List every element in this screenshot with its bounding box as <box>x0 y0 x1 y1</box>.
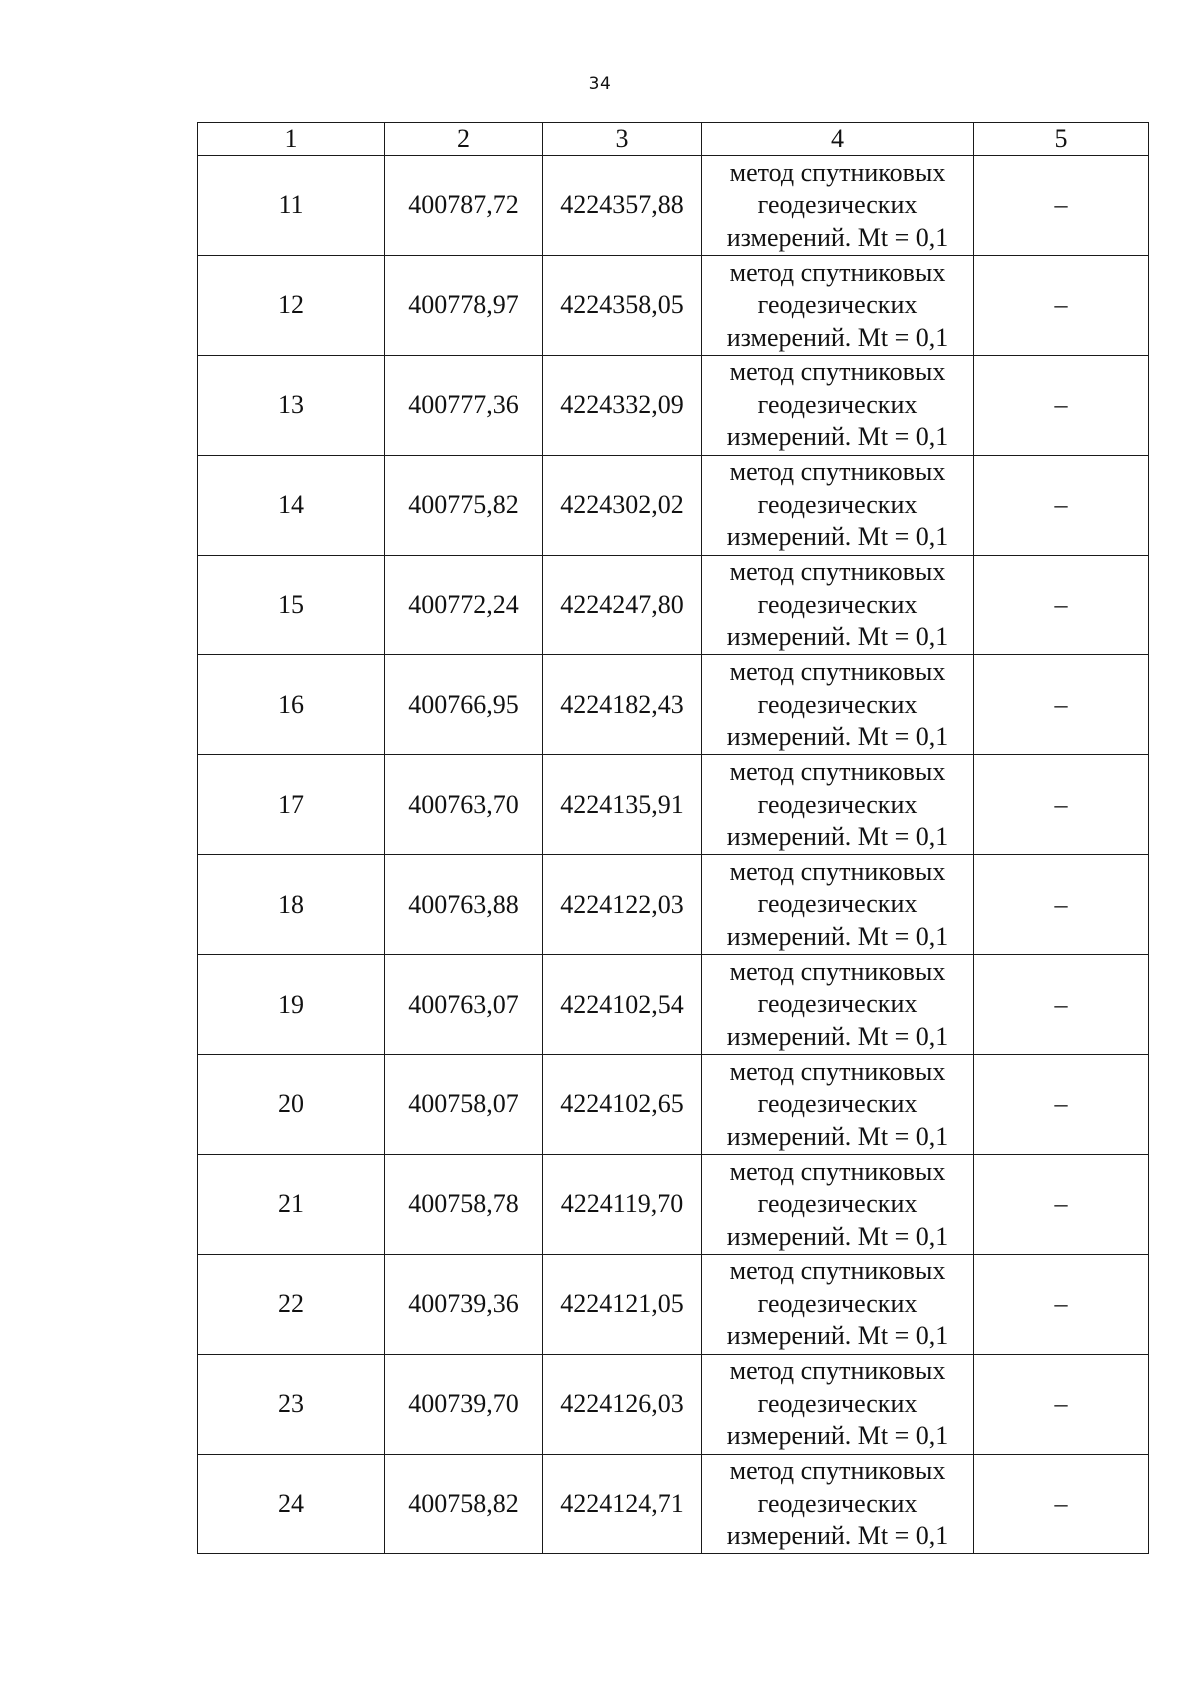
method-cell <box>702 355 974 455</box>
y-coordinate-cell: 4224122,03 <box>543 855 702 955</box>
note-cell: – <box>974 156 1149 256</box>
table-row <box>198 1454 1149 1554</box>
method-line: геодезических <box>757 789 918 819</box>
point-number-cell: 15 <box>198 555 385 655</box>
x-coordinate-cell: 400763,70 <box>385 755 543 855</box>
column-header-5: 5 <box>974 123 1149 156</box>
table-row <box>198 955 1149 1055</box>
method-cell <box>702 156 974 256</box>
method-cell <box>702 455 974 555</box>
method-cell <box>702 1154 974 1254</box>
x-coordinate-cell: 400787,72 <box>385 156 543 256</box>
note-cell: – <box>974 1055 1149 1155</box>
method-line: метод спутниковых <box>729 157 946 187</box>
method-line: метод спутниковых <box>729 357 946 387</box>
y-coordinate-cell: 4224124,71 <box>543 1454 702 1554</box>
x-coordinate-cell: 400775,82 <box>385 455 543 555</box>
x-coordinate-cell: 400777,36 <box>385 355 543 455</box>
note-cell: – <box>974 1254 1149 1354</box>
note-cell: – <box>974 1354 1149 1454</box>
method-line: метод спутниковых <box>729 956 946 986</box>
x-coordinate-cell: 400772,24 <box>385 555 543 655</box>
note-cell: – <box>974 855 1149 955</box>
method-line: геодезических <box>757 1388 918 1418</box>
note-cell: – <box>974 1454 1149 1554</box>
method-cell <box>702 855 974 955</box>
method-cell <box>702 655 974 755</box>
point-number-cell: 12 <box>198 255 385 355</box>
x-coordinate-cell: 400739,70 <box>385 1354 543 1454</box>
y-coordinate-cell: 4224102,54 <box>543 955 702 1055</box>
method-line: измерений. Mt = 0,1 <box>726 722 949 752</box>
column-header-3: 3 <box>543 123 702 156</box>
method-line: измерений. Mt = 0,1 <box>726 422 949 452</box>
note-cell: – <box>974 355 1149 455</box>
method-line: измерений. Mt = 0,1 <box>726 622 949 652</box>
y-coordinate-cell: 4224302,02 <box>543 455 702 555</box>
table-row <box>198 855 1149 955</box>
point-number-cell: 13 <box>198 355 385 455</box>
method-cell <box>702 1055 974 1155</box>
method-line: измерений. Mt = 0,1 <box>726 1221 949 1251</box>
method-line: геодезических <box>757 1488 918 1518</box>
method-line: метод спутниковых <box>729 1156 946 1186</box>
point-number-cell: 19 <box>198 955 385 1055</box>
method-line: метод спутниковых <box>729 557 946 587</box>
y-coordinate-cell: 4224247,80 <box>543 555 702 655</box>
method-line: геодезических <box>757 489 918 519</box>
table-header-row <box>198 123 1149 156</box>
method-line: геодезических <box>757 589 918 619</box>
method-line: геодезических <box>757 290 918 320</box>
method-line: измерений. Mt = 0,1 <box>726 1521 949 1551</box>
method-cell <box>702 555 974 655</box>
point-number-cell: 23 <box>198 1354 385 1454</box>
method-cell <box>702 1454 974 1554</box>
method-line: метод спутниковых <box>729 1056 946 1086</box>
column-header-4: 4 <box>702 123 974 156</box>
table-row <box>198 156 1149 256</box>
note-cell: – <box>974 655 1149 755</box>
page-number: 34 <box>588 74 612 94</box>
method-line: измерений. Mt = 0,1 <box>726 921 949 951</box>
method-line: геодезических <box>757 389 918 419</box>
coordinates-table <box>197 122 1149 1554</box>
note-cell: – <box>974 455 1149 555</box>
point-number-cell: 18 <box>198 855 385 955</box>
method-line: измерений. Mt = 0,1 <box>726 822 949 852</box>
point-number-cell: 11 <box>198 156 385 256</box>
note-cell: – <box>974 955 1149 1055</box>
x-coordinate-cell: 400766,95 <box>385 655 543 755</box>
method-cell <box>702 955 974 1055</box>
table-row <box>198 1154 1149 1254</box>
table-row <box>198 555 1149 655</box>
method-line: геодезических <box>757 190 918 220</box>
method-line: измерений. Mt = 0,1 <box>726 222 949 252</box>
method-line: измерений. Mt = 0,1 <box>726 1121 949 1151</box>
method-line: геодезических <box>757 989 918 1019</box>
method-line: измерений. Mt = 0,1 <box>726 1421 949 1451</box>
point-number-cell: 20 <box>198 1055 385 1155</box>
method-line: метод спутниковых <box>729 856 946 886</box>
method-line: метод спутниковых <box>729 1256 946 1286</box>
y-coordinate-cell: 4224332,09 <box>543 355 702 455</box>
y-coordinate-cell: 4224121,05 <box>543 1254 702 1354</box>
y-coordinate-cell: 4224126,03 <box>543 1354 702 1454</box>
column-header-2: 2 <box>385 123 543 156</box>
table-row <box>198 755 1149 855</box>
point-number-cell: 22 <box>198 1254 385 1354</box>
table-row <box>198 655 1149 755</box>
method-line: измерений. Mt = 0,1 <box>726 1321 949 1351</box>
method-cell <box>702 1354 974 1454</box>
x-coordinate-cell: 400763,88 <box>385 855 543 955</box>
x-coordinate-cell: 400758,07 <box>385 1055 543 1155</box>
table-body <box>198 156 1149 1554</box>
note-cell: – <box>974 755 1149 855</box>
y-coordinate-cell: 4224358,05 <box>543 255 702 355</box>
y-coordinate-cell: 4224135,91 <box>543 755 702 855</box>
point-number-cell: 14 <box>198 455 385 555</box>
y-coordinate-cell: 4224119,70 <box>543 1154 702 1254</box>
method-line: измерений. Mt = 0,1 <box>726 322 949 352</box>
method-cell <box>702 1254 974 1354</box>
table-row <box>198 355 1149 455</box>
note-cell: – <box>974 555 1149 655</box>
method-cell <box>702 755 974 855</box>
method-line: геодезических <box>757 689 918 719</box>
y-coordinate-cell: 4224182,43 <box>543 655 702 755</box>
column-header-1: 1 <box>198 123 385 156</box>
method-line: метод спутниковых <box>729 1456 946 1486</box>
method-line: геодезических <box>757 1189 918 1219</box>
method-cell <box>702 255 974 355</box>
x-coordinate-cell: 400758,82 <box>385 1454 543 1554</box>
point-number-cell: 17 <box>198 755 385 855</box>
method-line: метод спутниковых <box>729 257 946 287</box>
x-coordinate-cell: 400763,07 <box>385 955 543 1055</box>
point-number-cell: 16 <box>198 655 385 755</box>
method-line: измерений. Mt = 0,1 <box>726 522 949 552</box>
x-coordinate-cell: 400778,97 <box>385 255 543 355</box>
note-cell: – <box>974 255 1149 355</box>
x-coordinate-cell: 400739,36 <box>385 1254 543 1354</box>
x-coordinate-cell: 400758,78 <box>385 1154 543 1254</box>
method-line: геодезических <box>757 889 918 919</box>
table-row <box>198 1254 1149 1354</box>
method-line: метод спутниковых <box>729 1356 946 1386</box>
y-coordinate-cell: 4224357,88 <box>543 156 702 256</box>
table-row <box>198 1354 1149 1454</box>
method-line: метод спутниковых <box>729 457 946 487</box>
method-line: метод спутниковых <box>729 757 946 787</box>
y-coordinate-cell: 4224102,65 <box>543 1055 702 1155</box>
method-line: геодезических <box>757 1089 918 1119</box>
method-line: метод спутниковых <box>729 657 946 687</box>
note-cell: – <box>974 1154 1149 1254</box>
table-row <box>198 255 1149 355</box>
point-number-cell: 24 <box>198 1454 385 1554</box>
method-line: геодезических <box>757 1288 918 1318</box>
table-row <box>198 455 1149 555</box>
point-number-cell: 21 <box>198 1154 385 1254</box>
table-row <box>198 1055 1149 1155</box>
method-line: измерений. Mt = 0,1 <box>726 1021 949 1051</box>
